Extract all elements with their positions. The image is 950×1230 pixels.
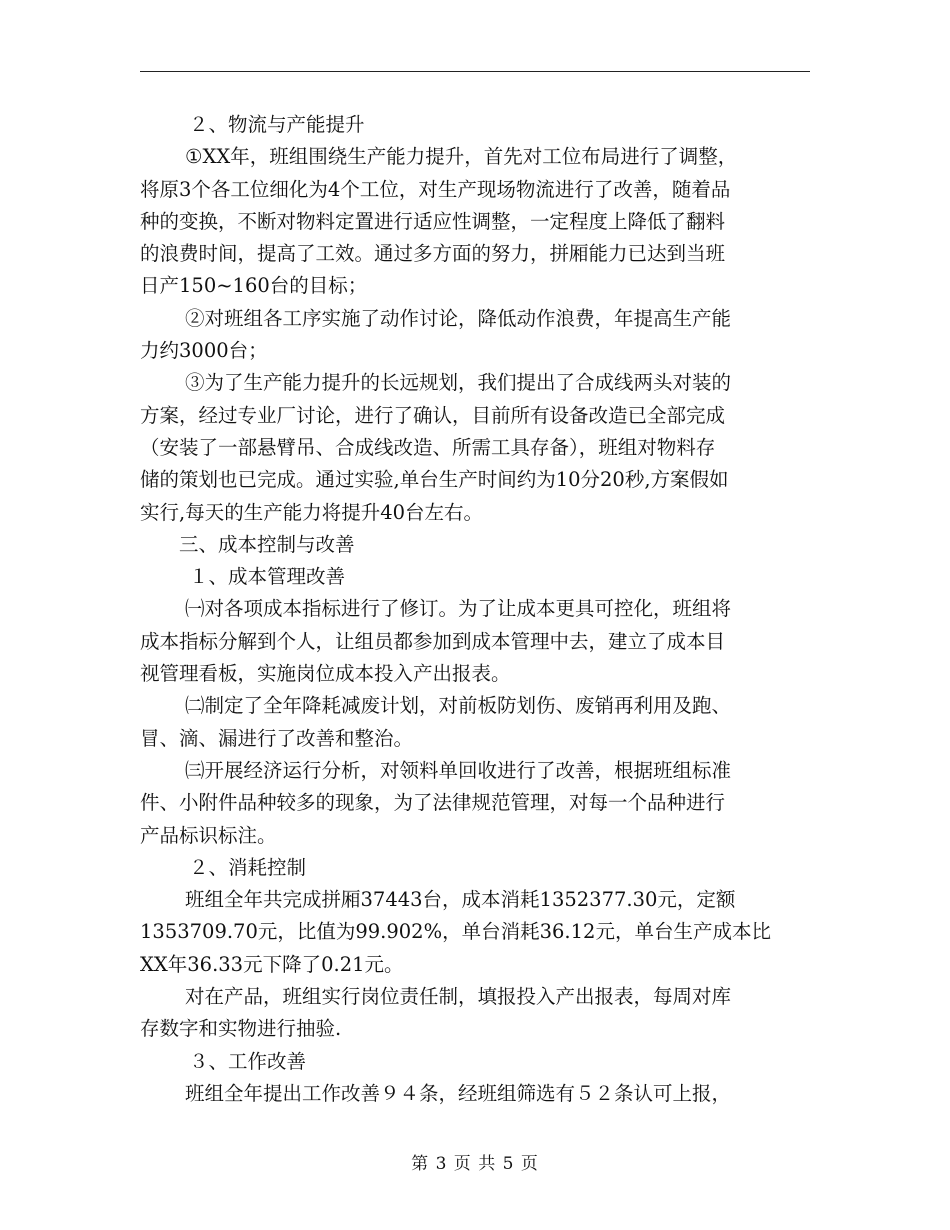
text-line: 力约3000台； [140, 339, 268, 363]
text-line: 存数字和实物进行抽验. [140, 1017, 342, 1041]
text-line: 班组全年共完成拼厢37443台，成本消耗1352377.30元，定额 [185, 888, 736, 912]
header-rule [140, 71, 810, 72]
document-body [140, 109, 810, 1110]
text-line: ①XX年，班组围绕生产能力提升，首先对工位布局进行了调整， [185, 145, 738, 169]
text-line: 种的变换，不断对物料定置进行适应性调整，一定程度上降低了翻料 [140, 209, 726, 233]
text-line: ２、消耗控制 [189, 855, 307, 879]
text-line: １、成本管理改善 [189, 565, 346, 589]
text-line: ㈡制定了全年降耗减废计划，对前板防划伤、废销再利用及跑、 [185, 694, 732, 718]
text-line: 成本指标分解到个人，让组员都参加到成本管理中去，建立了成本目 [140, 629, 726, 653]
text-line: ②对班组各工序实施了动作讨论，降低动作浪费，年提高生产能 [185, 306, 732, 330]
text-line: 日产150~160台的目标； [140, 274, 368, 298]
text-line: 方案，经过专业厂讨论，进行了确认，目前所有设备改造已全部完成 [140, 403, 726, 427]
text-line: 储的策划也已完成。通过实验,单台生产时间约为10分20秒,方案假如 [140, 468, 729, 492]
text-line: 实行,每天的生产能力将提升40台左右。 [140, 500, 484, 524]
text-line: 产品标识标注。 [140, 823, 277, 847]
text-line: 的浪费时间，提高了工效。通过多方面的努力，拼厢能力已达到当班 [140, 242, 726, 266]
text-line: 冒、滴、漏进行了改善和整治。 [140, 726, 414, 750]
page-footer: 第 3 页 共 5 页 [411, 1154, 539, 1174]
text-line: （安装了一部悬臂吊、合成线改造、所需工具存备），班组对物料存 [140, 435, 716, 459]
text-line: ㈠对各项成本指标进行了修订。为了让成本更具可控化，班组将 [185, 597, 732, 621]
text-line: ２、物流与产能提升 [189, 113, 365, 136]
text-line: ③为了生产能力提升的长远规划，我们提出了合成线两头对装的 [185, 371, 732, 395]
text-line: XX年36.33元下降了0.21元。 [140, 952, 404, 976]
text-line: 对在产品，班组实行岗位责任制，填报投入产出报表，每周对库 [185, 985, 732, 1009]
text-line: 1353709.70元，比值为99.902%，单台消耗36.12元，单台生产成本比 [140, 920, 771, 944]
text-line: 将原3个各工位细化为4个工位，对生产现场物流进行了改善，随着品 [140, 177, 731, 201]
text-line: 三、成本控制与改善 [179, 532, 355, 556]
text-line: 件、小附件品种较多的现象，为了法律规范管理，对每一个品种进行 [140, 791, 726, 815]
text-line: ㈢开展经济运行分析，对领料单回收进行了改善，根据班组标准 [185, 758, 732, 782]
text-line: 视管理看板，实施岗位成本投入产出报表。 [140, 662, 511, 686]
text-line: ３、工作改善 [189, 1049, 307, 1073]
text-line: 班组全年提出工作改善９４条，经班组筛选有５２条认可上报， [185, 1081, 732, 1105]
